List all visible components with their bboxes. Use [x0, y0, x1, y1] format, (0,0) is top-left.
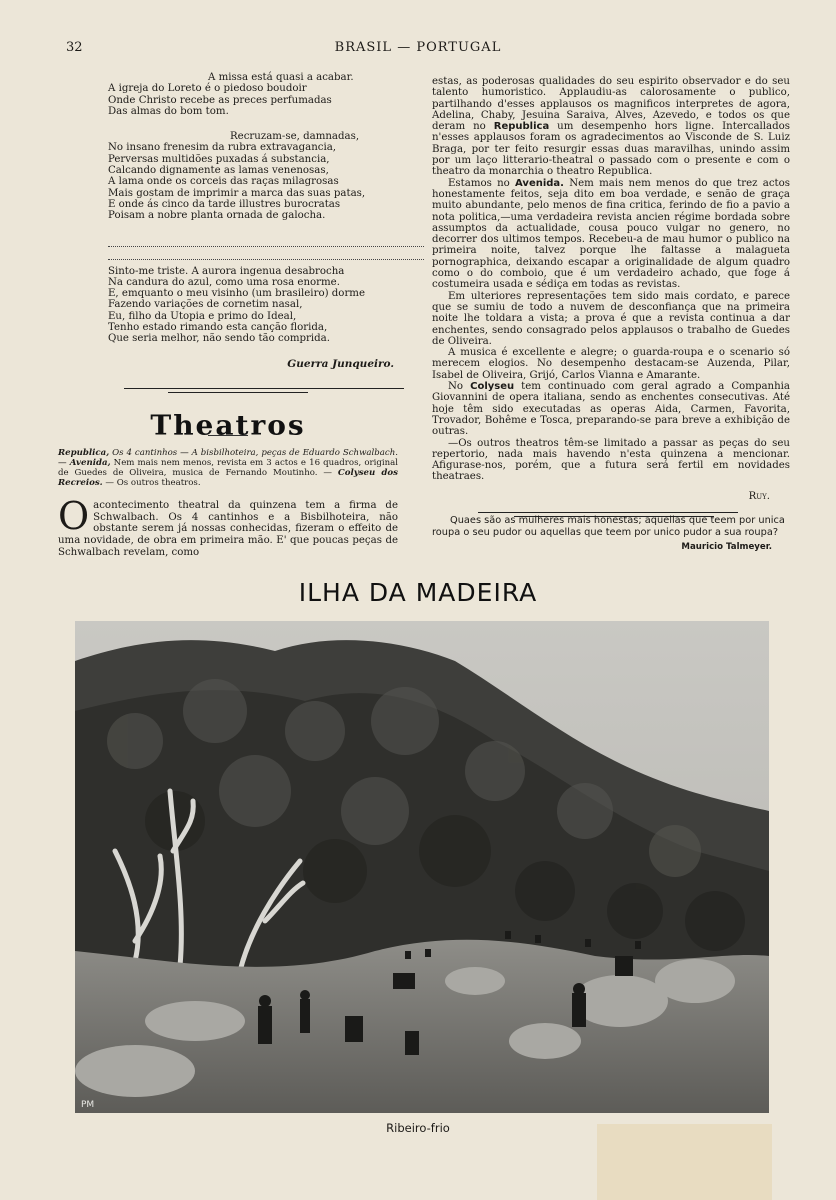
article-paragraph: estas, as poderosas qualidades do seu espirito observador e do seu talento humoristico. Applaudiu-as calorosamente o publico, partilhando d'esses applausos os magnificos interpretes de agora, Adelina, Chaby, Jesuina Saraiva, Alves, Azevedo, e todos os que deram no Republica um desempenho hors ligne. Intercallados n'esses applausos foram os agradecimentos ao Visconde de S. Luiz Braga, por ter feito resurgir essas duas maravilhas, unindo assim por um laço litterario-theatral o passado com o presente e com o theatro da monarchia o theatro Republica.	[432, 76, 790, 178]
poem-stanza	[108, 131, 398, 221]
poem-line: Mais gostam de imprimir a marca das suas patas,	[108, 187, 366, 199]
poem-line: Sinto-me triste. A aurora ingenua desabrocha	[108, 265, 345, 277]
article-opening	[58, 494, 398, 558]
page-number: 32	[66, 40, 83, 55]
article-paragraph: A musica é excellente e alegre; o guarda-roupa e o scenario só merecem elogios. No desempenho destacam-se Auzenda, Pilar, Isabel de Oliveira, Grijó, Carlos Vianna e Amarante.	[432, 347, 790, 381]
photo-monogram: PM	[81, 1100, 95, 1110]
summary-avenida-text: Nem mais nem menos, revista em 3 actos e 16 quadros, original de Guedes de Oliveira, musica de Fernando Moutinho. —	[58, 458, 399, 479]
dotted-separator	[108, 249, 424, 260]
poem-stanza	[108, 266, 398, 345]
poem-line: Das almas do bom tom.	[108, 105, 229, 117]
quote-box	[432, 515, 790, 554]
poem-line: A missa está quasi a acabar.	[208, 72, 354, 83]
article-signature: Ruy.	[748, 490, 770, 502]
poem-line: Calcando dignamente as lamas venenosas,	[108, 165, 329, 177]
summary-colyseu-text: — Os outros theatros.	[102, 478, 201, 489]
left-column	[58, 72, 398, 558]
poem-line: E onde ás cinco da tarde illustres burocratas	[108, 198, 341, 210]
article-paragraph: Em ulteriores representações tem sido mais cordato, e parece que se sumiu de todo a nuvem de desconfiança que na primeira noite lhe toldara a vista; a prova é que a revista continua a dar enchentes, sendo consagrado pelos applausos o trabalho de Guedes de Oliveira.	[432, 290, 790, 347]
section-summary	[58, 448, 398, 488]
poem-line: Eu, filho da Utopia e primo do Ideal,	[108, 310, 297, 322]
photo-title: ILHA DA MADEIRA	[298, 578, 538, 607]
poem-line: Perversas multidões puxadas á substancia,	[108, 153, 330, 165]
section-divider	[58, 388, 398, 404]
article-paragraph: —Os outros theatros têm-se limitado a passar as peças do seu repertorio, nada mais havendo n'esta quinzena a mencionar. Afigurase-nos, porém, que a futura será fertil em novidades theatraes.	[432, 437, 790, 483]
poem	[58, 72, 398, 370]
poem-line: Onde Christo recebe as preces perfumadas	[108, 94, 332, 106]
paper-patch	[597, 1124, 772, 1200]
running-head: BRASIL — PORTUGAL	[334, 40, 502, 55]
summary-republica-text: Os 4 cantinhos — A bisbilhoteira, peças de Eduardo Schwalbach. —	[58, 448, 398, 469]
summary-avenida: Avenida,	[69, 458, 111, 469]
article-paragraph: No Colyseu tem continuado com geral agrado a Companhia Giovannini de opera italiana, sendo as enchentes consecutivas. Até hoje têm sido executadas as operas Aida, Carmen, Favorita, Trovador, Bohême e Tosca, preparando-se para breve a exhibição de outras.	[432, 381, 790, 438]
poem-stanza	[108, 72, 398, 117]
poem-line: A lama onde os corceis das raças milagrosas	[108, 176, 339, 188]
article-opening-text: acontecimento theatral da quinzena tem a firma de Schwalbach. Os 4 cantinhos e a Bisbilhoteira, não obstante serem já nossas conhecidas, fizeram o effeito de uma novidade, de obra em primeira mão. E' que poucas peças de Schwalbach revelam, como	[58, 500, 398, 558]
poem-line: Poisam a nobre planta ornada de galocha.	[108, 210, 326, 222]
summary-colyseu: Colyseu dos Recreios.	[58, 468, 398, 489]
poem-line: Tenho estado rimando esta canção florida,	[108, 322, 328, 334]
article-paragraph: Estamos no Avenida. Nem mais nem menos do que trez actos honestamente feitos, seja dito em boa verdade, e senão de graça muito abundante, pelo menos de fina critica, ferindo de fio a pavio a nota politica,—uma verdadeira revista ancien régime bordada sobre assumptos da actualidade, cousa pouco vulgar no genero, no decorrer dos ultimos tempos. Recebeu-a de mau humor o publico na primeira noite, talvez porque lhe faltasse a malagueta pornographica, deixando escapar a originalidade de algum quadro como o do comboio, que é um verdadeiro achado, que foge á costumeira usada e sédiça em todas as revistas.	[432, 177, 790, 291]
poem-author: Guerra Junqueiro.	[287, 357, 394, 370]
section-title: Theatros	[150, 409, 306, 442]
landscape-photo	[75, 621, 769, 1113]
poem-line: Na candura do azul, como uma rosa enorme.	[108, 276, 340, 288]
poem-line: Recruzam-se, damnadas,	[230, 131, 360, 143]
poem-line: No insano frenesim da rubra extravagancia,	[108, 142, 337, 154]
poem-line: A igreja do Loreto é o piedoso boudoir	[108, 83, 307, 95]
photo-illustration	[75, 621, 769, 1113]
quote-author: Mauricio Talmeyer.	[681, 542, 772, 553]
photo-caption: Ribeiro-frio	[386, 1121, 450, 1135]
quote-text: Quaes são as mulheres mais honestas; aquellas que teem por unica roupa o seu pudor ou aquellas que teem por unico pudor a sua roupa?	[432, 515, 785, 538]
poem-line: E, emquanto o meu visinho (um brasileiro) dorme	[108, 288, 366, 300]
right-column	[432, 76, 790, 524]
poem-line: Fazendo variações de cornetim nasal,	[108, 299, 303, 311]
poem-line: Que seria melhor, não sendo tão comprida.	[108, 333, 330, 345]
drop-cap: O	[58, 494, 90, 539]
dotted-separator	[108, 236, 424, 247]
summary-republica: Republica,	[58, 448, 110, 459]
